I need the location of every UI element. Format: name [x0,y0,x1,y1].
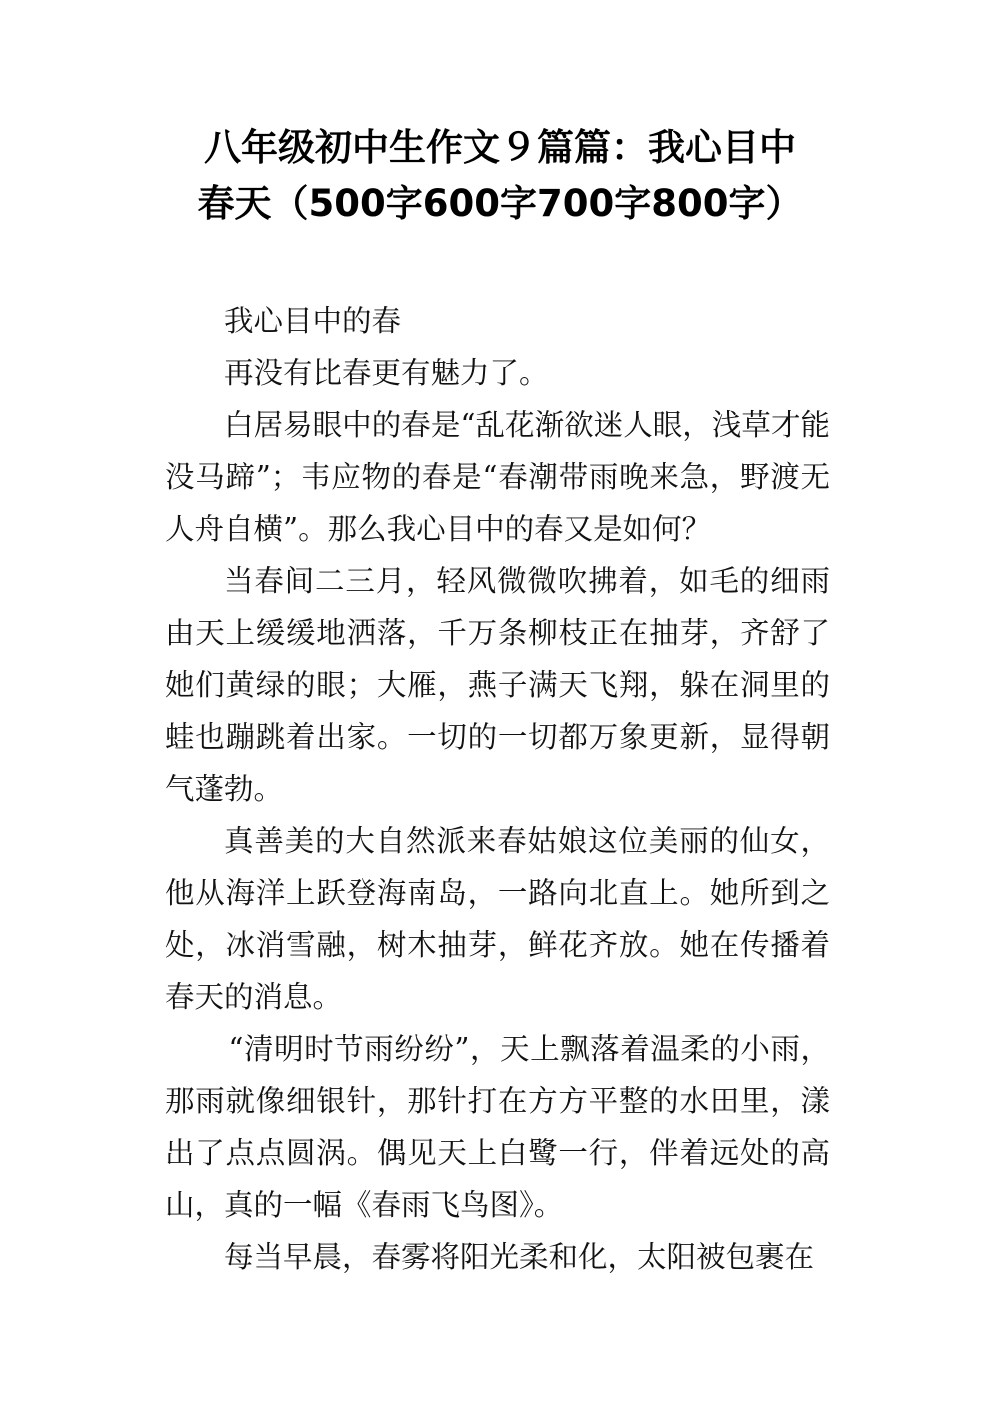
document-body [165,295,830,1283]
title-line-1: 八年级初中生作文９篇篇：我心目中 [204,126,796,169]
paragraph: 每当早晨，春雾将阳光柔和化，太阳被包裹在 [224,1240,815,1274]
paragraph: 白居易眼中的春是“乱花渐欲迷人眼，浅草才能没马蹄”；韦应物的春是“春潮带雨晚来急，野渡无人舟自横”。那么我心目中的春又是如何？ [165,408,830,546]
paragraph: “清明时节雨纷纷”，天上飘落着温柔的小雨，那雨就像细银针，那针打在方方平整的水田里，漾出了点点圆涡。偶见天上白鹭一行，伴着远处的高山，真的一幅《春雨飞鸟图》。 [165,1032,830,1222]
paragraph-heading: 我心目中的春 [224,304,402,338]
paragraph: 当春间二三月，轻风微微吹拂着，如毛的细雨由天上缓缓地洒落，千万条柳枝正在抽芽，齐舒了她们黄绿的眼；大雁，燕子满天飞翔，躲在洞里的蛙也蹦跳着出家。一切的一切都万象更新，显得朝气蓬勃。 [165,564,830,806]
paragraph: 真善美的大自然派来春姑娘这位美丽的仙女，他从海洋上跃登海南岛，一路向北直上。她所到之处，冰消雪融，树木抽芽，鲜花齐放。她在传播着春天的消息。 [165,824,830,1014]
paragraph: 再没有比春更有魅力了。 [224,356,549,390]
document-title [150,120,850,232]
title-line-2: 春天（500字600字700字800字） [197,182,803,225]
